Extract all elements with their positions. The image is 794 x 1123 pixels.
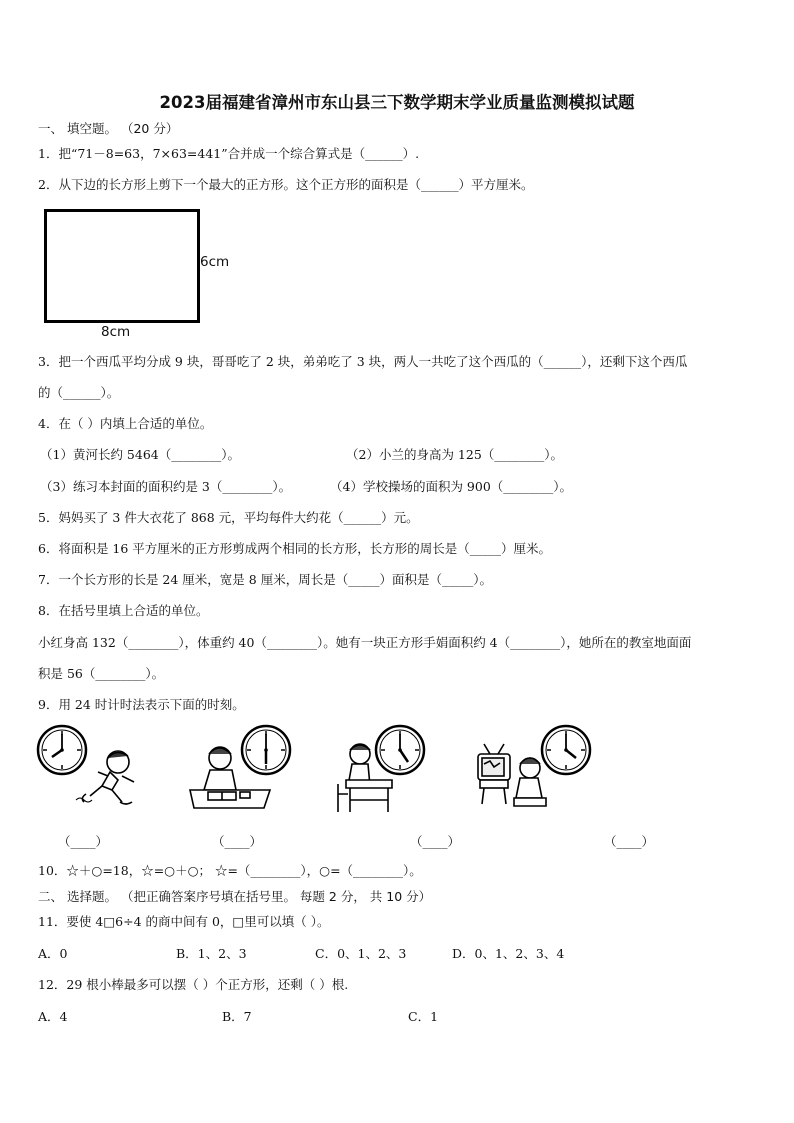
question-9-blank-3: （____） <box>410 834 461 849</box>
clock-icon <box>542 726 590 774</box>
question-11-option-c: C．0、1、2、3 <box>315 946 407 961</box>
section-2-heading: 二、 选择题。 （把正确答案序号填在括号里。 每题 2 分， 共 10 分） <box>38 889 432 904</box>
question-9: 9．用 24 时计时法表示下面的时刻。 <box>38 697 245 712</box>
question-8: 8．在括号里填上合适的单位。 <box>38 603 209 618</box>
rectangle-figure <box>44 209 200 323</box>
clock-icon <box>242 726 290 774</box>
tv-watching-child-icon <box>478 744 546 806</box>
question-4-item-4: （4）学校操场的面积为 900（________）。 <box>330 479 573 494</box>
question-2: 2．从下边的长方形上剪下一个最大的正方形。这个正方形的面积是（______）平方厘米。 <box>38 177 534 192</box>
clock-icon <box>376 726 424 774</box>
question-12-option-b: B．7 <box>222 1009 252 1024</box>
question-4-item-3: （3）练习本封面的面积约是 3（________）。 <box>40 479 292 494</box>
question-3-line-1: 3．把一个西瓜平均分成 9 块，哥哥吃了 2 块，弟弟吃了 3 块，两人一共吃了这个西瓜的（______），还剩下这个西瓜 <box>38 354 688 369</box>
question-3-line-2: 的（______）。 <box>38 385 120 400</box>
question-4-item-1: （1）黄河长约 5464（________）。 <box>40 447 240 462</box>
rectangle-width-label: 8cm <box>101 324 131 340</box>
question-11-option-d: D．0、1、2、3、4 <box>452 946 565 961</box>
rectangle-height-label: 6cm <box>200 254 230 270</box>
question-7: 7．一个长方形的长是 24 厘米，宽是 8 厘米，周长是（_____）面积是（_____）。 <box>38 572 492 587</box>
question-11-option-a: A．0 <box>38 946 68 961</box>
question-9-picture-3 <box>336 724 428 816</box>
question-9-picture-1 <box>36 724 146 812</box>
question-6: 6．将面积是 16 平方厘米的正方形剪成两个相同的长方形，长方形的周长是（_____）厘米。 <box>38 541 552 556</box>
page-title: 2023届福建省漳州市东山县三下数学期末学业质量监测模拟试题 <box>159 93 635 112</box>
question-10: 10．☆＋○=18，☆=○＋○； ☆=（________），○=（________）。 <box>38 863 422 878</box>
question-9-blank-4: （____） <box>604 834 655 849</box>
question-4-item-2: （2）小兰的身高为 125（________）。 <box>346 447 564 462</box>
question-9-picture-2 <box>184 724 294 816</box>
question-12-option-a: A．4 <box>38 1009 68 1024</box>
question-11: 11．要使 4□6÷4 的商中间有 0，□里可以填（ ）。 <box>38 914 330 929</box>
question-8-line-1: 小红身高 132（________），体重约 40（________）。她有一块正方形手娟面积约 4（________），她所在的教室地面面 <box>38 635 692 650</box>
question-9-blank-1: （____） <box>58 834 109 849</box>
question-4: 4．在（ ）内填上合适的单位。 <box>38 416 213 431</box>
question-8-line-2: 积是 56（________）。 <box>38 666 165 681</box>
section-1-heading: 一、 填空题。 （20 分） <box>38 121 179 136</box>
question-11-option-b: B．1、2、3 <box>176 946 247 961</box>
question-12-option-c: C．1 <box>408 1009 439 1024</box>
question-12: 12．29 根小棒最多可以摆（ ）个正方形，还剩（ ）根. <box>38 977 349 992</box>
clock-icon <box>38 726 86 774</box>
question-9-picture-4 <box>470 724 594 816</box>
question-1: 1．把“71－8=63，7×63=441”合并成一个综合算式是（______）. <box>38 146 420 161</box>
question-9-blank-2: （____） <box>212 834 263 849</box>
question-5: 5．妈妈买了 3 件大衣花了 868 元，平均每件大约花（______）元。 <box>38 510 419 525</box>
